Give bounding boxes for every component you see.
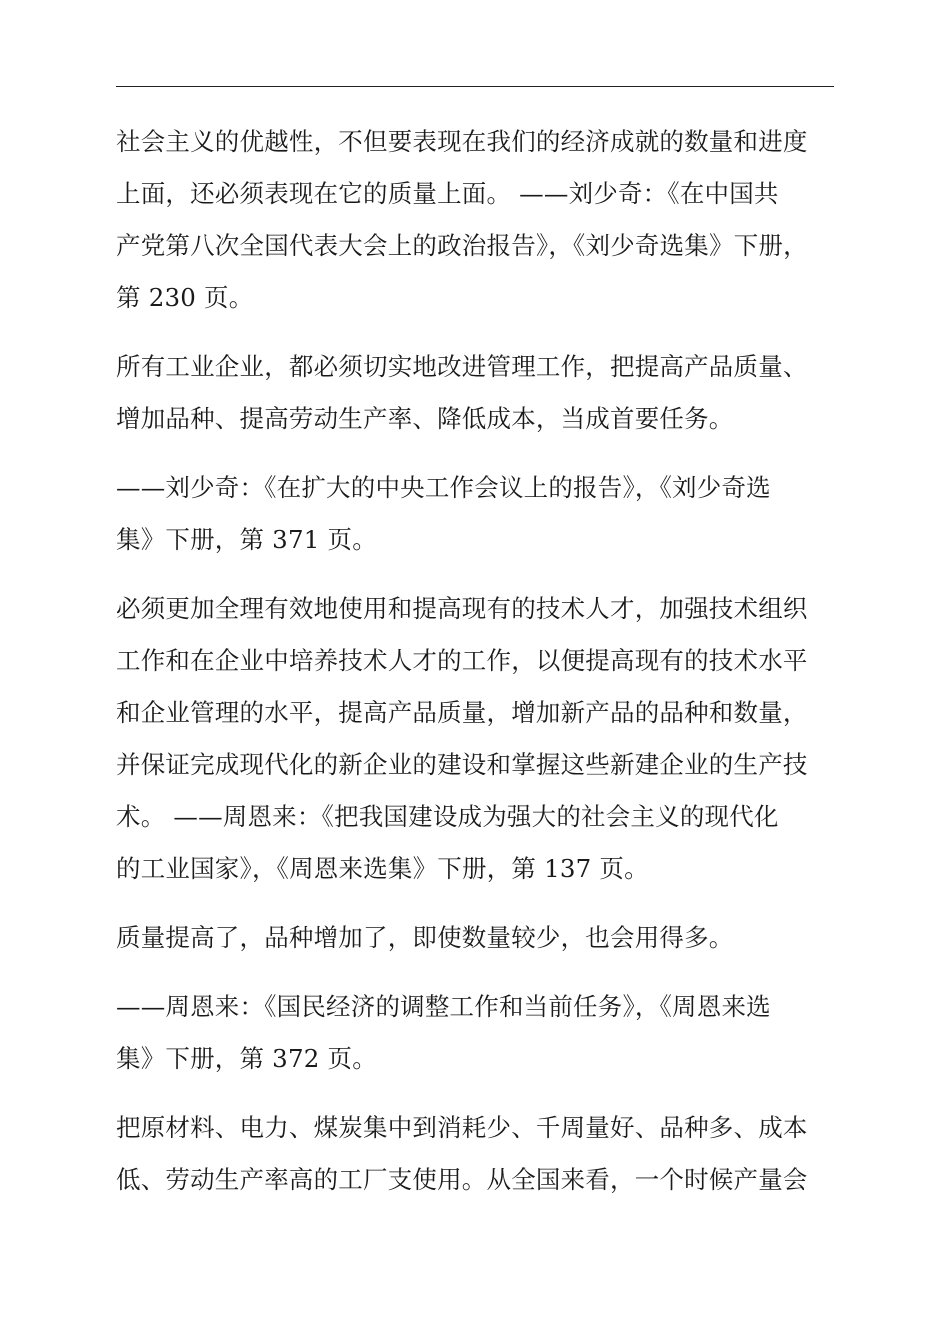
text-line: ——刘少奇：《在扩大的中央工作会议上的报告》，《刘少奇选 [116,473,771,502]
paragraph-7 [116,1102,838,1206]
text-line: 工作和在企业中培养技术人才的工作，以便提高现有的技术水平 [116,646,808,675]
paragraph-4 [116,583,838,895]
text-line: 第 230 页。 [116,283,254,312]
document-body [116,116,838,1223]
text-line: 所有工业企业，都必须切实地改进管理工作，把提高产品质量、 [116,352,808,381]
paragraph-1 [116,116,838,324]
paragraph-3-citation [116,462,838,566]
paragraph-6-citation [116,981,838,1085]
text-line: 质量提高了，品种增加了，即使数量较少，也会用得多。 [116,923,734,952]
text-line: 术。 ——周恩来：《把我国建设成为强大的社会主义的现代化 [116,802,779,831]
text-line: ——周恩来：《国民经济的调整工作和当前任务》，《周恩来选 [116,992,771,1021]
paragraph-5 [116,912,838,964]
paragraph-2 [116,341,838,445]
text-line: 低、劳动生产率高的工厂支使用。从全国来看，一个时候产量会 [116,1165,808,1194]
header-rule [116,86,834,87]
text-line: 必须更加全理有效地使用和提高现有的技术人才，加强技术组织 [116,594,808,623]
text-line: 集》下册，第 371 页。 [116,525,377,554]
text-line: 的工业国家》，《周恩来选集》下册，第 137 页。 [116,854,649,883]
text-line: 和企业管理的水平，提高产品质量，增加新产品的品种和数量， [116,698,808,727]
text-line: 并保证完成现代化的新企业的建设和掌握这些新建企业的生产技 [116,750,808,779]
text-line: 社会主义的优越性，不但要表现在我们的经济成就的数量和进度 [116,127,808,156]
text-line: 集》下册，第 372 页。 [116,1044,377,1073]
text-line: 把原材料、电力、煤炭集中到消耗少、千周量好、品种多、成本 [116,1113,808,1142]
text-line: 产党第八次全国代表大会上的政治报告》，《刘少奇选集》下册， [116,231,808,260]
text-line: 上面，还必须表现在它的质量上面。 ——刘少奇：《在中国共 [116,179,779,208]
text-line: 增加品种、提高劳动生产率、降低成本，当成首要任务。 [116,404,734,433]
